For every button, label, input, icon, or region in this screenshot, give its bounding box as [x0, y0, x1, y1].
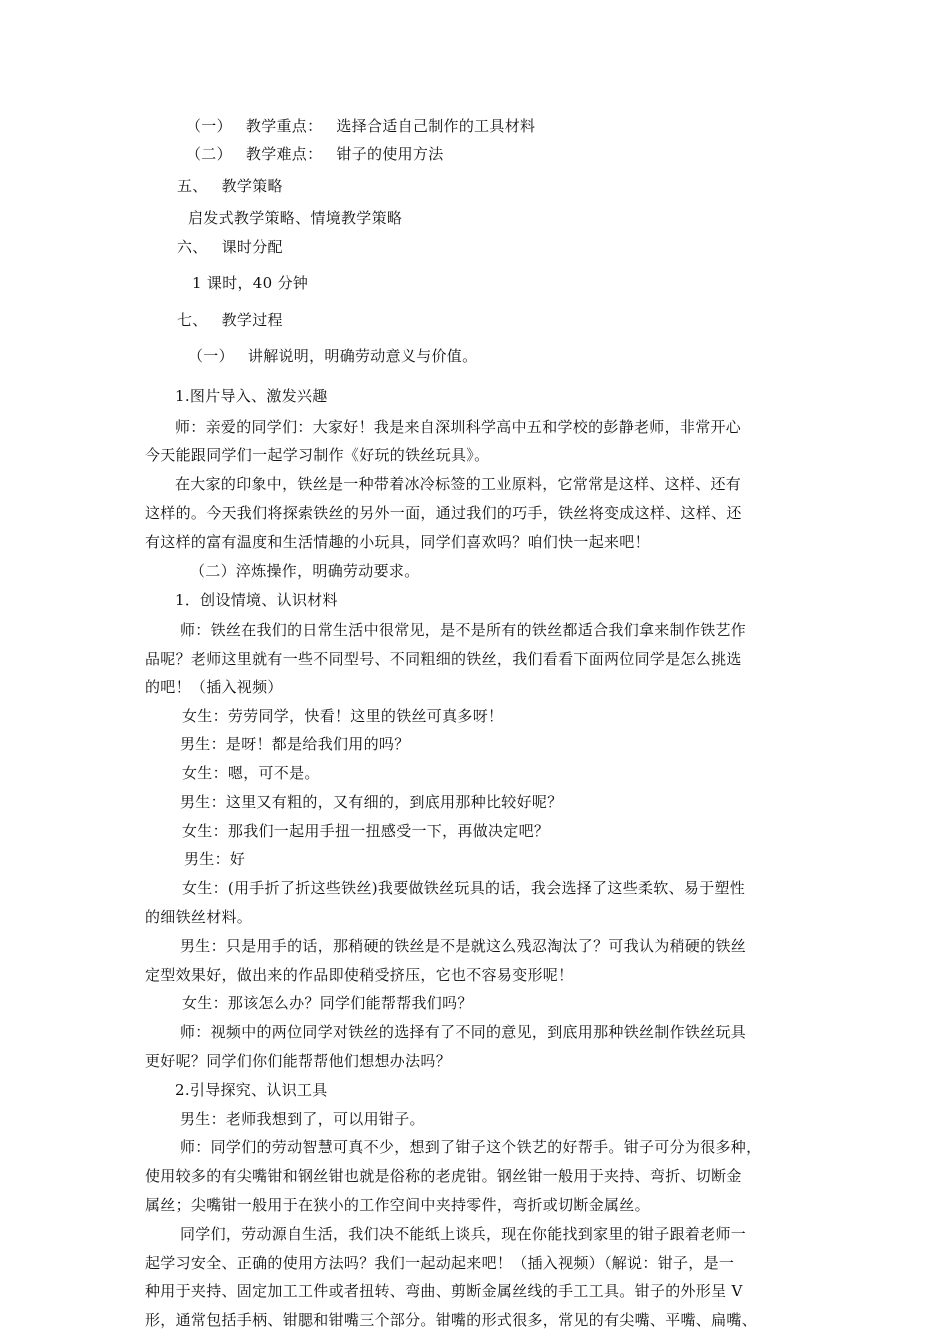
text-line: 更好呢？同学们你们能帮帮他们想想办法吗？	[145, 1052, 452, 1070]
text-line: 师：同学们的劳动智慧可真不少，想到了钳子这个铁艺的好帮手。钳子可分为很多种，	[180, 1138, 762, 1156]
text-line: 的吧！（插入视频）	[145, 678, 283, 696]
text-line: （二）淬炼操作，明确劳动要求。	[190, 562, 420, 580]
text-line: 1.图片导入、激发兴趣	[175, 387, 328, 405]
text-line: 这样的。今天我们将探索铁丝的另外一面，通过我们的巧手，铁丝将变成这样、这样、还	[145, 504, 742, 522]
heading-process: 七、 教学过程	[177, 311, 283, 329]
section-key-point: （一） 教学重点： 选择合适自己制作的工具材料	[186, 117, 536, 135]
text-line: 女生：那我们一起用手扭一扭感受一下，再做决定吧？	[182, 822, 550, 840]
text-line: 有这样的富有温度和生活情趣的小玩具，同学们喜欢吗？咱们快一起来吧！	[145, 533, 650, 551]
text-line: 男生：这里又有粗的，又有细的，到底用那种比较好呢？	[180, 793, 563, 811]
text-line: 起学习安全、正确的使用方法吗？我们一起动起来吧！（插入视频）（解说：钳子，是一	[145, 1254, 735, 1272]
text-line: 师：亲爱的同学们：大家好！我是来自深圳科学高中五和学校的彭静老师，非常开心	[175, 418, 742, 436]
text-line: 女生：那该怎么办？同学们能帮帮我们吗？	[182, 994, 473, 1012]
section-difficulty: （二） 教学难点： 钳子的使用方法	[186, 145, 444, 163]
text-line: 2.引导探究、认识工具	[175, 1081, 328, 1099]
text-line: 品呢？老师这里就有一些不同型号、不同粗细的铁丝，我们看看下面两位同学是怎么挑选	[145, 650, 742, 668]
subsection-1: （一） 讲解说明，明确劳动意义与价值。	[188, 347, 478, 365]
heading-strategy: 五、 教学策略	[177, 177, 283, 195]
text-line: 使用较多的有尖嘴钳和钢丝钳也就是俗称的老虎钳。钢丝钳一般用于夹持、弯折、切断金	[145, 1167, 742, 1185]
text-line: 男生：老师我想到了，可以用钳子。	[180, 1110, 425, 1128]
text-line: 形，通常包括手柄、钳腮和钳嘴三个部分。钳嘴的形式很多，常见的有尖嘴、平嘴、扁嘴、	[145, 1311, 758, 1329]
text-line: 今天能跟同学们一起学习制作《好玩的铁丝玩具》。	[145, 446, 490, 464]
text-line: 男生：好	[184, 850, 246, 868]
text-line: 女生：(用手折了折这些铁丝)我要做铁丝玩具的话，我会选择了这些柔软、易于塑性	[182, 879, 746, 897]
text-line: 启发式教学策略、情境教学策略	[188, 209, 403, 227]
text-line: 男生：是呀！都是给我们用的吗？	[180, 735, 410, 753]
text-line: 在大家的印象中，铁丝是一种带着冰冷标签的工业原料，它常常是这样、这样、还有	[175, 475, 742, 493]
text-line: 1．创设情境、认识材料	[175, 591, 338, 609]
text-line: 1 课时，40 分钟	[192, 274, 309, 292]
text-line: 的细铁丝材料。	[145, 908, 253, 926]
text-line: 师：视频中的两位同学对铁丝的选择有了不同的意见，到底用那种铁丝制作铁丝玩具	[180, 1023, 747, 1041]
text-line: 女生：嗯，可不是。	[182, 764, 320, 782]
text-line: 女生：劳劳同学，快看！这里的铁丝可真多呀！	[182, 707, 504, 725]
text-line: 男生：只是用手的话，那稍硬的铁丝是不是就这么残忍淘汰了？可我认为稍硬的铁丝	[180, 937, 747, 955]
heading-hours: 六、 课时分配	[177, 238, 283, 256]
text-line: 定型效果好，做出来的作品即使稍受挤压，它也不容易变形呢！	[145, 966, 574, 984]
text-line: 属丝；尖嘴钳一般用于在狭小的工作空间中夹持零件，弯折或切断金属丝。	[145, 1196, 650, 1214]
text-line: 同学们，劳动源自生活，我们决不能纸上谈兵，现在你能找到家里的钳子跟着老师一	[180, 1225, 747, 1243]
text-line: 师：铁丝在我们的日常生活中很常见，是不是所有的铁丝都适合我们拿来制作铁艺作	[180, 621, 747, 639]
text-line: 种用于夹持、固定加工工件或者扭转、弯曲、剪断金属丝线的手工工具。钳子的外形呈 V	[145, 1282, 743, 1300]
